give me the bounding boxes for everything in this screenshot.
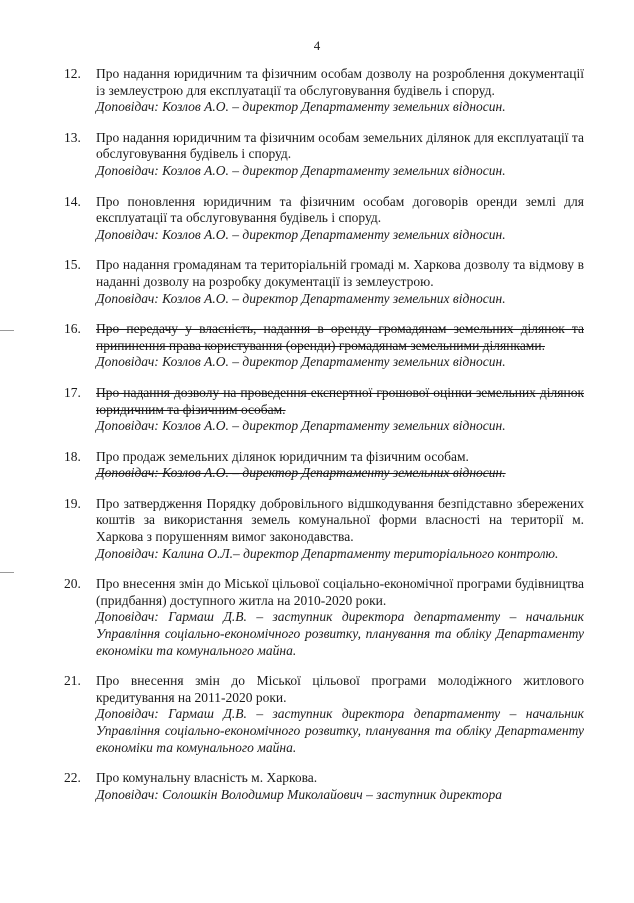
item-number: 13. bbox=[64, 129, 81, 145]
agenda-item-13 bbox=[64, 130, 584, 180]
item-content bbox=[96, 449, 584, 482]
item-speaker: Доповідач: Козлов А.О. – директор Департаменту земельних відносин. bbox=[96, 354, 506, 370]
agenda-item-15 bbox=[64, 257, 584, 307]
item-speaker: Доповідач: Козлов А.О. – директор Департаменту земельних відносин. bbox=[96, 290, 506, 306]
item-number: 16. bbox=[64, 321, 81, 337]
agenda-item-17 bbox=[64, 385, 584, 435]
item-title: Про внесення змін до Міської цільової програми молодіжного житлового кредитування на 2011-2020 роки. bbox=[96, 673, 584, 705]
item-content bbox=[96, 257, 584, 307]
item-number: 14. bbox=[64, 193, 81, 209]
item-title: Про надання юридичним та фізичним особам дозволу на розроблення документації із землеустрою для експлуатації та обслуговування будівель і споруд. bbox=[96, 66, 584, 98]
item-content bbox=[96, 673, 584, 756]
item-content bbox=[96, 130, 584, 180]
item-number: 19. bbox=[64, 495, 81, 511]
item-speaker: Доповідач: Гармаш Д.В. – заступник директора департаменту – начальник Управління соціально-економічного розвитку, планування та обліку Департаменту економіки та комунального майна. bbox=[96, 706, 584, 755]
agenda-item-16 bbox=[64, 321, 584, 371]
item-speaker: Доповідач: Козлов А.О. – директор Департаменту земельних відносин. bbox=[96, 226, 506, 242]
item-speaker: Доповідач: Калина О.Л.– директор Департаменту територіального контролю. bbox=[96, 545, 559, 561]
item-number: 22. bbox=[64, 770, 81, 786]
item-number: 20. bbox=[64, 576, 81, 592]
item-content bbox=[96, 496, 584, 562]
agenda-item-20 bbox=[64, 576, 584, 659]
agenda-list bbox=[64, 66, 584, 817]
item-content bbox=[96, 194, 584, 244]
item-number: 17. bbox=[64, 384, 81, 400]
margin-mark bbox=[0, 330, 14, 331]
agenda-item-22 bbox=[64, 770, 584, 803]
item-content bbox=[96, 770, 584, 803]
item-title-struck: Про передачу у власність, надання в оренду громадянам земельних ділянок та припинення права користування (оренди) громадянам земельними ділянками. bbox=[96, 321, 584, 353]
item-speaker: Доповідач: Козлов А.О. – директор Департаменту земельних відносин. bbox=[96, 418, 506, 434]
item-number: 21. bbox=[64, 673, 81, 689]
item-title: Про затвердження Порядку добровільного відшкодування безпідставно збережених коштів за використання земель комунальної форми власності на території м. Харкова з порушенням вимог законодавства. bbox=[96, 495, 584, 545]
item-speaker: Доповідач: Гармаш Д.В. – заступник директора департаменту – начальник Управління соціально-економічного розвитку, планування та обліку Департаменту економіки та комунального майна. bbox=[96, 609, 584, 658]
item-number: 18. bbox=[64, 448, 81, 464]
agenda-item-19 bbox=[64, 496, 584, 562]
page-number: 4 bbox=[313, 38, 321, 53]
item-title: Про надання громадянам та територіальній громаді м. Харкова дозволу та відмову в наданні дозволу на розробку документації із землеустрою. bbox=[96, 257, 584, 289]
agenda-item-18 bbox=[64, 449, 584, 482]
item-title: Про надання юридичним та фізичним особам земельних ділянок для експлуатації та обслуговування будівель і споруд. bbox=[96, 129, 584, 162]
item-content bbox=[96, 385, 584, 435]
item-title: Про продаж земельних ділянок юридичним та фізичним особам. bbox=[96, 448, 469, 464]
item-title: Про поновлення юридичним та фізичним особам договорів оренди землі для експлуатації та обслуговування будівель і споруд. bbox=[96, 193, 584, 226]
item-speaker: Доповідач: Козлов А.О. – директор Департаменту земельних відносин. bbox=[96, 162, 506, 178]
item-content bbox=[96, 576, 584, 659]
item-number: 15. bbox=[64, 257, 81, 273]
item-content bbox=[96, 66, 584, 116]
margin-mark bbox=[0, 572, 14, 573]
item-number: 12. bbox=[64, 66, 81, 81]
item-speaker-struck: Доповідач: Козлов А.О. – директор Департаменту земельних відносин. bbox=[96, 465, 506, 481]
item-title: Про комунальну власність м. Харкова. bbox=[96, 770, 318, 786]
item-title-struck: Про надання дозволу на проведення експертної грошової оцінки земельних ділянок юридичним та фізичним особам. bbox=[96, 384, 584, 417]
agenda-item-21 bbox=[64, 673, 584, 756]
agenda-item-14 bbox=[64, 194, 584, 244]
item-speaker: Доповідач: Козлов А.О. – директор Департаменту земельних відносин. bbox=[96, 99, 506, 115]
item-content bbox=[96, 321, 584, 371]
item-speaker: Доповідач: Солошкін Володимир Миколайович – заступник директора bbox=[96, 786, 502, 802]
item-title: Про внесення змін до Міської цільової соціально-економічної програми будівництва (придбання) доступного житла на 2010-2020 роки. bbox=[96, 576, 584, 608]
agenda-item-12 bbox=[64, 66, 584, 116]
